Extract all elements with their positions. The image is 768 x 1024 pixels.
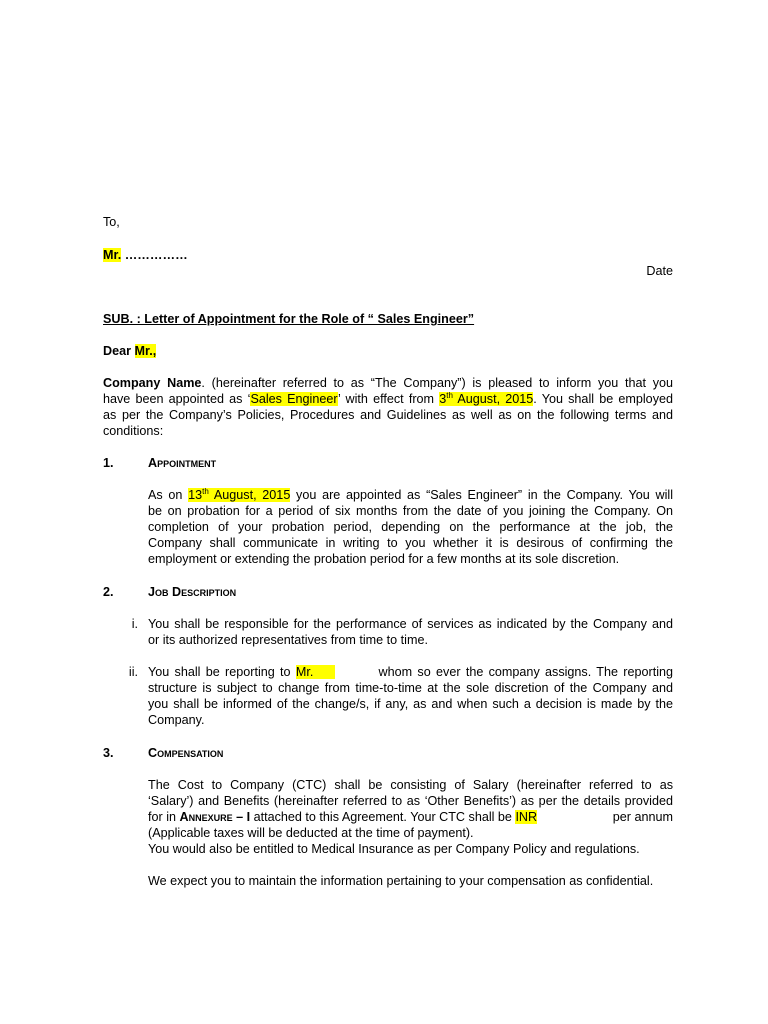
- s3-line-5: You would also be entitled to Medical Insurance as per Company Policy and regulations.: [148, 842, 640, 856]
- s1-line-1: As on 13th August, 2015 you are appointed as “Sales Engineer” in the Company. You will: [148, 487, 673, 502]
- s3-line-1: The Cost to Company (CTC) shall be consisting of Salary (hereinafter referred to as: [148, 778, 673, 792]
- subject-text: SUB. : Letter of Appointment for the Role of “ Sales Engineer”: [103, 312, 475, 326]
- sub-item-i-number: i.: [131, 617, 138, 631]
- subject-line: [103, 311, 474, 327]
- salutation-name: Mr.,: [134, 344, 157, 358]
- per-annum-label: per annum: [612, 810, 673, 824]
- salutation-prefix: Dear: [103, 344, 135, 358]
- s3-line-4: (Applicable taxes will be deducted at the time of payment).: [148, 826, 474, 840]
- sub-item-ii-number: ii.: [128, 665, 138, 679]
- intro-paragraph: [103, 375, 673, 439]
- s2i-line-2: or its authorized representatives from time to time.: [148, 633, 428, 647]
- s2i-line-1: You shall be responsible for the performance of services as indicated by the Company and: [148, 617, 673, 631]
- reporting-manager-highlight: Mr.: [295, 665, 335, 679]
- s3-line-3: for in Annexure – I attached to this Agreement. Your CTC shall be INR per annum: [148, 810, 673, 824]
- annexure-reference: Annexure – I: [179, 810, 251, 824]
- section-3-title: Compensation: [148, 746, 224, 760]
- section-3-paragraph: [148, 777, 673, 857]
- s1-line-4: Company shall communicate in writing to you whether it is desirous of confirming the: [148, 536, 673, 550]
- section-1-paragraph: [148, 487, 673, 567]
- confidentiality-line: We expect you to maintain the information pertaining to your compensation as confidential.: [148, 874, 654, 888]
- company-name: Company Name: [103, 376, 202, 390]
- sub-item-i-paragraph: [148, 616, 673, 648]
- sub-item-ii-paragraph: [148, 664, 673, 728]
- s1-line-5: employment or extending the probation period for a few months at its sole discretion.: [148, 552, 620, 566]
- s2ii-line-4: Company.: [148, 713, 205, 727]
- s2ii-line-2: structure is subject to change from time-to-time at the sole discretion of the Company and: [148, 681, 673, 695]
- section-2-number: 2.: [103, 585, 114, 599]
- recipient-prefix: Mr.: [103, 248, 122, 262]
- role-highlight: Sales Engineer: [250, 392, 339, 406]
- appointment-date-highlight: 13th August, 2015: [188, 487, 291, 502]
- recipient-dots: ……………: [121, 248, 188, 262]
- s2ii-line-1: You shall be reporting to Mr. whom so ever the company assigns. The reporting: [148, 665, 673, 679]
- intro-line-3: as per the Company’s Policies, Procedures and Guidelines as well as on the following terms and: [103, 408, 673, 422]
- effective-date-highlight: 3th August, 2015: [439, 391, 534, 406]
- section-1-title: Appointment: [148, 456, 217, 470]
- recipient-line: [103, 247, 188, 263]
- intro-line-4: conditions:: [103, 424, 164, 438]
- intro-line-2: have been appointed as ‘Sales Engineer’ with effect from 3th August, 2015. You shall be employed: [103, 391, 673, 406]
- s2ii-line-3: you shall be informed of the change/s, if any, as and when such a decision is made by the: [148, 697, 673, 711]
- section-2-title: Job Description: [148, 585, 237, 599]
- section-3-number: 3.: [103, 746, 114, 760]
- s1-line-3: completion of your probation period, depending on the performance at the job, the: [148, 520, 673, 534]
- date-label: Date: [646, 264, 673, 278]
- intro-line-1: Company Name. (hereinafter referred to as “The Company”) is pleased to inform you that you: [103, 376, 673, 390]
- s1-line-2: be on probation for a period of six months from the date of you joining the Company. On: [148, 504, 673, 518]
- s3-line-2: ‘Salary’) and Benefits (hereinafter referred to as ‘Other Benefits’) as per the details provided: [148, 794, 673, 808]
- ctc-currency-highlight: INR: [515, 810, 538, 824]
- to-line: To,: [103, 215, 120, 229]
- section-1-number: 1.: [103, 456, 114, 470]
- salutation: [103, 343, 156, 359]
